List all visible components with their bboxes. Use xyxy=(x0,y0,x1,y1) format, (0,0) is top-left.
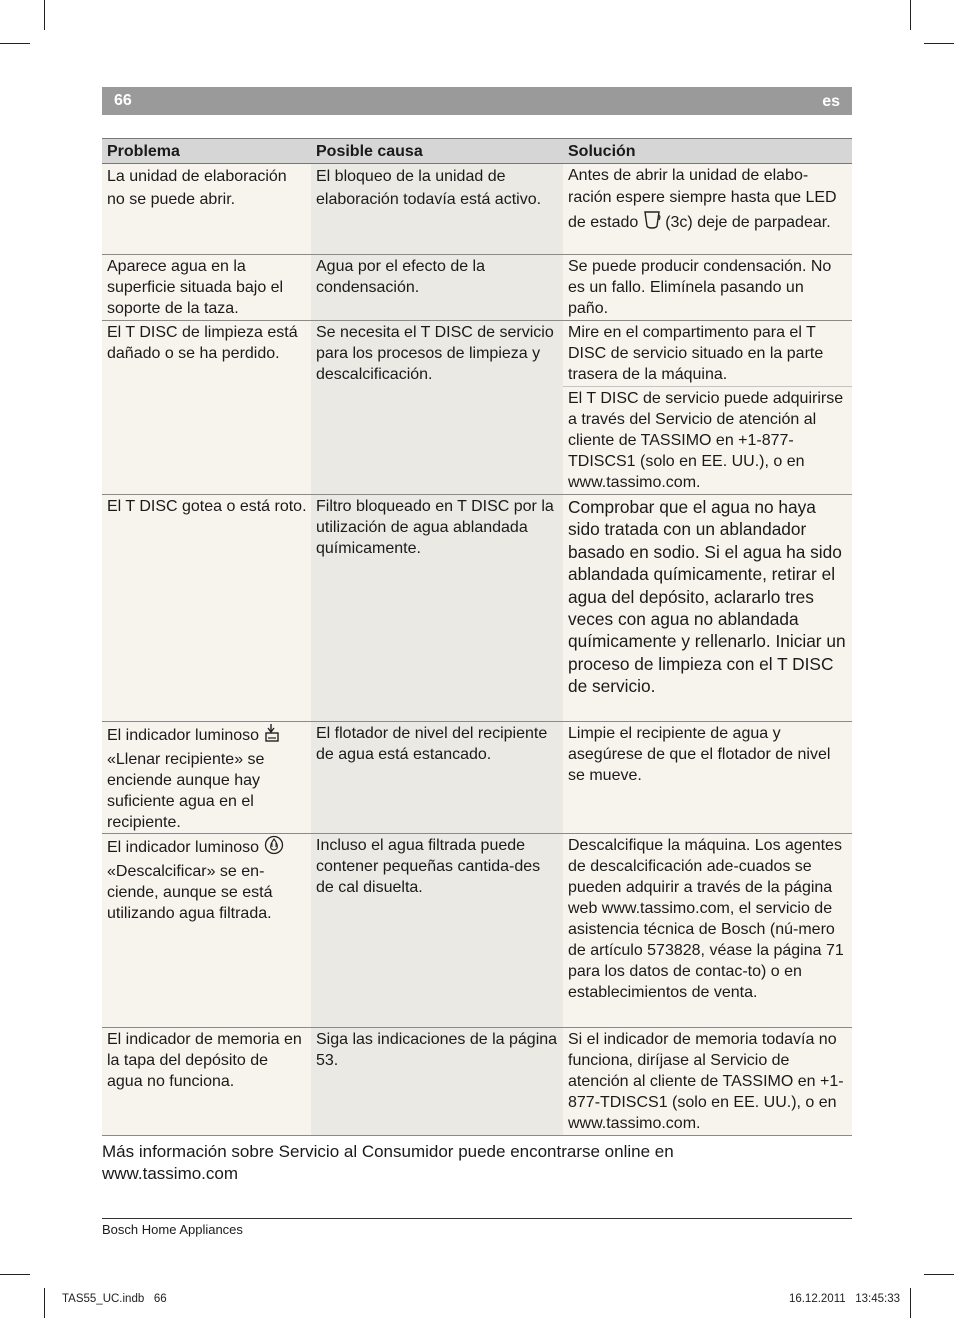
solution-cell xyxy=(563,164,852,255)
problem-text: El indicador luminoso xyxy=(107,727,260,744)
solution-cell: Descalcifique la máquina. Los agentes de descalcificación ade-cuados se pueden adquirir a través de la página web www.tassimo.com, el servicio de asistencia técnica de Bosch (nú-mero de artículo 573828, véase la página 71 para los datos de contac-to) o en establecimientos de venta. xyxy=(563,834,852,1028)
troubleshooting-table xyxy=(102,138,852,1136)
cause-cell: Agua por el efecto de la condensación. xyxy=(311,255,563,321)
print-slug-datetime: 16.12.2011 13:45:33 xyxy=(788,1293,900,1305)
language-code: es xyxy=(822,93,840,110)
solution-cell: Limpie el recipiente de agua y asegúrese de que el flotador de nivel se mueve. xyxy=(563,722,852,834)
crop-mark xyxy=(924,43,954,44)
cause-cell: El flotador de nivel del recipiente de agua está estancado. xyxy=(311,722,563,834)
crop-mark xyxy=(44,0,45,30)
page-header-bar xyxy=(102,87,852,115)
column-header-problem: Problema xyxy=(102,139,311,164)
cause-cell: Filtro bloqueado en T DISC por la utilización de agua ablandada químicamente. xyxy=(311,495,563,722)
column-header-solution: Solución xyxy=(563,139,852,164)
problem-text: «Descalcificar» se en-ciende, aunque se está utilizando agua filtrada. xyxy=(107,863,273,922)
problem-cell xyxy=(102,722,311,834)
table-row xyxy=(102,495,852,722)
brand-footer: Bosch Home Appliances xyxy=(102,1222,243,1237)
cause-cell: Se necesita el T DISC de servicio para los procesos de limpieza y descalcificación. xyxy=(311,321,563,495)
cause-cell: El bloqueo de la unidad de elaboración todavía está activo. xyxy=(311,164,563,255)
problem-cell xyxy=(102,834,311,1028)
water-tank-icon xyxy=(264,723,280,749)
footer-divider xyxy=(102,1218,852,1219)
table-row xyxy=(102,722,852,834)
problem-cell: El T DISC de limpieza está dañado o se ha perdido. xyxy=(102,321,311,495)
cause-cell: Siga las indicaciones de la página 53. xyxy=(311,1028,563,1136)
solution-cell: Si el indicador de memoria todavía no funciona, diríjase al Servicio de atención al cliente de TASSIMO en +1-877-TDISCS1 (solo en EE. UU.), o en www.tassimo.com. xyxy=(563,1028,852,1136)
crop-mark xyxy=(910,1288,911,1318)
footer-note: Más información sobre Servicio al Consumidor puede encontrarse online en www.tassimo.com xyxy=(102,1142,674,1183)
solution-text: Antes de abrir la unidad de elabo-ración espere siempre hasta que LED de estado xyxy=(568,167,837,231)
table-row xyxy=(102,164,852,255)
solution-text: (3c) deje de parpadear. xyxy=(665,213,831,231)
solution-cell: Mire en el compartimento para el T DISC de servicio situado en la parte trasera de la máquina. xyxy=(563,321,852,387)
crop-mark xyxy=(924,1274,954,1275)
page-number: 66 xyxy=(114,92,132,109)
problem-cell: Aparece agua en la superficie situada bajo el soporte de la taza. xyxy=(102,255,311,321)
table-row xyxy=(102,255,852,321)
crop-mark xyxy=(0,43,30,44)
table-row xyxy=(102,834,852,1028)
print-slug-file: TAS55_UC.indb 66 xyxy=(62,1293,167,1305)
cause-cell: Incluso el agua filtrada puede contener pequeñas cantida-des de cal disuelta. xyxy=(311,834,563,1028)
solution-cell: Comprobar que el agua no haya sido tratada con un ablandador basado en sodio. Si el agua ha sido ablandada químicamente, retirar el agua del depósito, aclararlo tres veces con agua no ablandada químicamente y rellenarlo. Iniciar un proceso de limpieza con el T DISC de servicio. xyxy=(563,495,852,722)
crop-mark xyxy=(910,0,911,30)
cup-icon xyxy=(643,210,661,237)
crop-mark xyxy=(0,1274,30,1275)
solution-cell: Se puede producir condensación. No es un fallo. Elimínela pasando un paño. xyxy=(563,255,852,321)
crop-mark xyxy=(44,1288,45,1318)
problem-cell: El T DISC gotea o está roto. xyxy=(102,495,311,722)
solution-cell: El T DISC de servicio puede adquirirse a través del Servicio de atención al cliente de TASSIMO en +1-877-TDISCS1 (solo en EE. UU.), o en www.tassimo.com. xyxy=(563,387,852,495)
column-header-cause: Posible causa xyxy=(311,139,563,164)
problem-text: El indicador luminoso xyxy=(107,839,260,856)
problem-cell: La unidad de elaboración no se puede abrir. xyxy=(102,164,311,255)
problem-cell: El indicador de memoria en la tapa del depósito de agua no funciona. xyxy=(102,1028,311,1136)
table-header-row xyxy=(102,139,852,164)
table-row xyxy=(102,321,852,387)
table-row xyxy=(102,1028,852,1136)
problem-text: «Llenar recipiente» se enciende aunque hay suficiente agua en el recipiente. xyxy=(107,751,265,831)
descale-icon xyxy=(264,835,284,861)
